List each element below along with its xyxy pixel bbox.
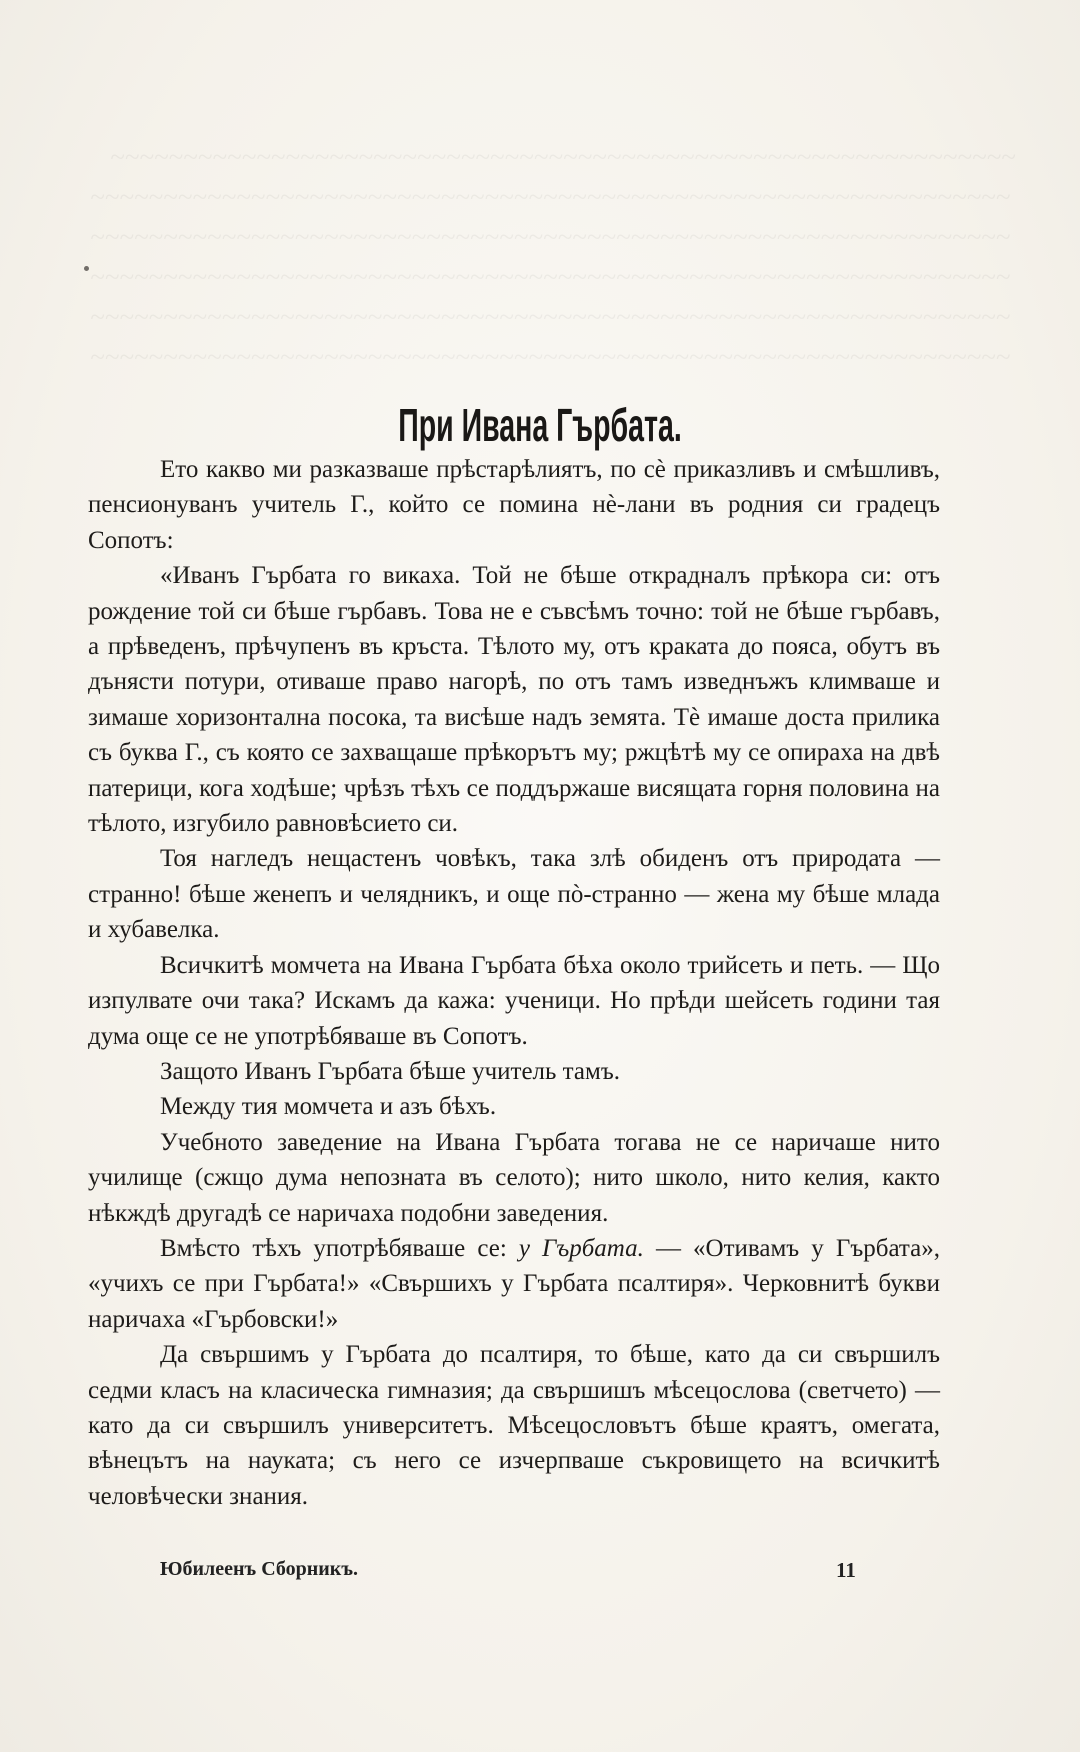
italic-phrase: у Гърбата. [518, 1234, 644, 1262]
paragraph: Всичкитѣ момчета на Ивана Гърбата бѣха около трийсеть и петь. — Що изпулвате очи така? Искамъ да кажа: ученици. Но прѣди шейсеть години тая дума още се не употрѣбяваше въ Сопотъ. [88, 951, 940, 1050]
paragraph-text: — «Отивамъ у Гърбата», «учихъ се при Гърбата!» «Свършихъ у Гърбата псалтиря». Черковнитѣ букви наричаха «Гърбовски!» [88, 1234, 941, 1333]
paragraph: Защото Иванъ Гърбата бѣше учитель тамъ. [160, 1057, 621, 1085]
paragraph: Да свършимъ у Гърбата до псалтиря, то бѣше, като да си свършилъ седми класъ на класическа гимназия; да свършишъ мѣсецослова (светчето) — като да си свършилъ университетъ. Мѣсецословътъ бѣше краятъ, омегата, вѣнецътъ на науката; съ него се изчерпваше съкровището на всичкитѣ человѣчески знания. [88, 1341, 940, 1510]
paragraph-text: Вмѣсто тѣхъ употрѣбяваше се: [160, 1234, 507, 1262]
paragraph: Ето какво ми разказваше прѣстарѣлиятъ, по сè приказливъ и смѣшливъ, пенсионуванъ учитель Г., който се помина нѐ-лани въ родния си градецъ Сопотъ: [88, 456, 940, 554]
paragraph: Тоя нагледъ нещастенъ човѣкъ, така злѣ обиденъ отъ природата — странно! бѣше женепъ и челядникъ, и още пò-странно — жена му бѣше млада и хубавелка. [88, 845, 940, 944]
paragraph: «Иванъ Гърбата го викаха. Той не бѣше открадналъ прѣкора си: отъ рождение той си бѣше гърбавъ. Това не е съвсѣмъ точно: той не бѣше гърбавъ, а прѣведенъ, прѣчупенъ въ кръста. Тѣлото му, отъ краката до пояса, обутъ въ дънясти потури, отиваше право нагорѣ, по отъ тамъ изведнъжъ климваше и зимаше хоризонтална посока, та висѣше надъ земята. Тѐ имаше доста прилика съ буква Г., съ която се захващаше прѣкорътъ му; ржцѣтѣ му се опираха на двѣ патерици, кога ходѣше; чрѣзъ тѣхъ се поддържаше висящата горня половина на тѣлото, изгубило равновѣсието си. [88, 562, 940, 838]
ink-speck [84, 266, 89, 271]
page-title: При Ивана Гърбата. [398, 398, 682, 451]
paragraph: Между тия момчета и азъ бѣхъ. [160, 1093, 497, 1121]
bleed-through-texture [90, 180, 1010, 214]
bleed-through-texture [90, 260, 1010, 294]
page-number: 11 [836, 1558, 856, 1582]
bleed-through-texture [90, 220, 1010, 254]
paragraph [88, 1231, 940, 1337]
bleed-through-texture [90, 340, 1010, 374]
printer-signature: Юбилеенъ Сборникъ. [160, 1558, 358, 1580]
bleed-through-texture [90, 300, 1010, 334]
bleed-through-texture [110, 140, 1016, 174]
article-body [88, 452, 940, 1514]
paragraph: Учебното заведение на Ивана Гърбата тогава не се наричаше нито училище (сжщо дума непозната въ селото); нито школо, нито келия, както нѣкждѣ другадѣ се наричаха подобни заведения. [88, 1128, 940, 1227]
